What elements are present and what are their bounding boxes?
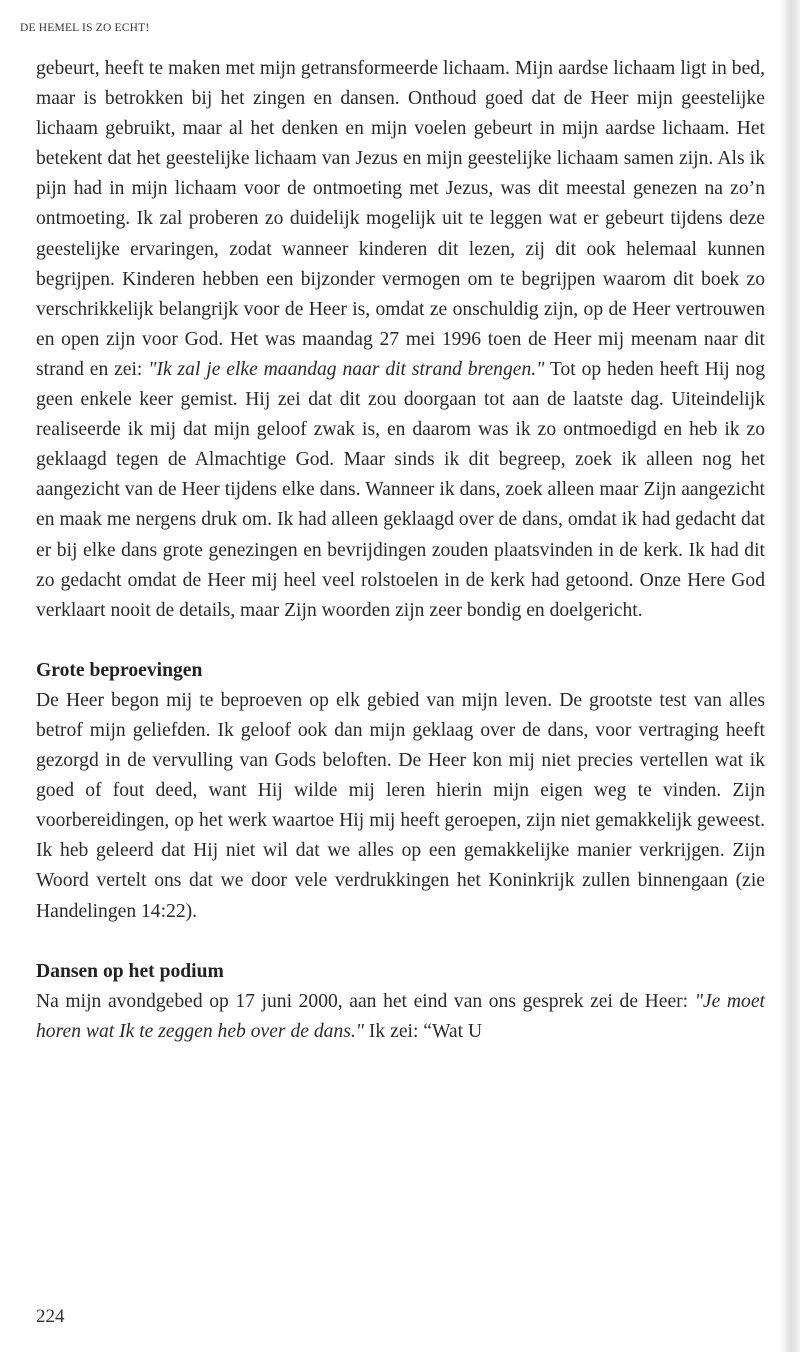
page-gutter-shadow	[780, 0, 800, 1352]
paragraph-text: Ik zei: “Wat U	[364, 1020, 483, 1042]
section-heading: Dansen op het podium	[36, 960, 224, 982]
page-number: 224	[36, 1306, 65, 1327]
paragraph-text: gebeurt, heeft te maken met mijn getransformeerde lichaam. Mijn aardse lichaam ligt in bed, maar is betrokken bij het zingen en dansen. Onthoud goed dat de Heer mijn geestelijke lichaam gebruikt, maar al het denken en mijn voelen gebeurt in mijn aardse lichaam. Het betekent dat het geestelijke lichaam van Jezus en mijn geestelijke lichaam samen zijn. Als ik pijn had in mijn lichaam voor de ontmoeting met Jezus, was dit meestal genezen na zo’n ontmoeting. Ik zal proberen zo duidelijk mogelijk uit te leggen wat er gebeurt tijdens deze geestelijke ervaringen, zodat wanneer kinderen dit lezen, zij dit ook helemaal kunnen begrijpen. Kinderen hebben een bijzonder vermogen om te begrijpen waarom dit boek zo verschrikkelijk belangrijk voor de Heer is, omdat ze onschuldig zijn, op de Heer vertrouwen en open zijn voor God. Het was maandag 27 mei 1996 toen de Heer mij meenam naar dit strand en zei:	[36, 58, 765, 380]
quotation: "Je moet horen wat Ik te zeggen heb over de dans."	[36, 990, 765, 1042]
section-heading: Grote beproevingen	[36, 659, 203, 681]
paragraph-text: Tot op heden heeft Hij nog geen enkele keer gemist. Hij zei dat dit zou doorgaan tot aan de laatste dag. Uiteindelijk realiseerde ik mij dat mijn geloof zwak is, en daarom was ik zo ontmoedigd en heb ik zo geklaagd tegen de Almachtige God. Maar sinds ik dit begreep, zoek ik alleen nog het aangezicht van de Heer tijdens elke dans. Wanneer ik dans, zoek alleen maar Zijn aangezicht en maak me nergens druk om. Ik had alleen geklaagd over de dans, omdat ik had gedacht dat er bij elke dans grote genezingen en bevrijdingen zouden plaatsvinden in de kerk. Ik had dit zo gedacht omdat de Heer mij heel veel rolstoelen in de kerk had getoond. Onze Here God verklaart nooit de details, maar Zijn woorden zijn zeer bondig en doelgericht.	[36, 358, 766, 621]
paragraph	[36, 54, 765, 626]
paragraph-text: Na mijn avondgebed op 17 juni 2000, aan het eind van ons gesprek zei de Heer:	[36, 990, 695, 1012]
paragraph: De Heer begon mij te beproeven op elk gebied van mijn leven. De grootste test van alles betrof mijn geliefden. Ik geloof ook dan mijn geklaag over de dans, voor vertraging heeft gezorgd in de vervulling van Gods beloften. De Heer kon mij niet precies vertellen wat ik goed of fout deed, want Hij wilde mij leren hierin mijn eigen weg te vinden. Zijn voorbereidingen, op het werk waartoe Hij mij heeft geroepen, zijn niet gemakkelijk geweest. Ik heb geleerd dat Hij niet wil dat we alles op een gemakkelijke manier verkrijgen. Zijn Woord vertelt ons dat we door vele verdrukkingen het Koninkrijk zullen binnengaan (zie Handelingen 14:22).	[36, 689, 765, 922]
running-head: DE HEMEL IS ZO ECHT!	[20, 22, 150, 34]
paragraph	[36, 987, 765, 1047]
page-body	[36, 54, 765, 1047]
quotation: "Ik zal je elke maandag naar dit strand brengen."	[148, 358, 545, 380]
